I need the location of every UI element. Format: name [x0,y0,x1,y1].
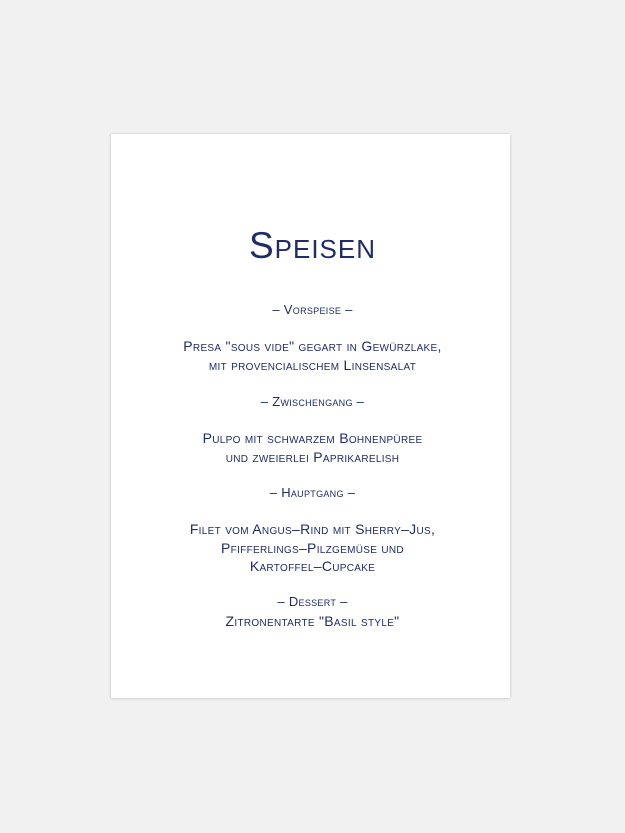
course-heading-dessert: – Dessert – [277,594,348,609]
starter-line-2: mit provencialischem Linsensalat [208,357,417,373]
course-heading-starter: – Vorspeise – [272,302,353,317]
main-line-2: Pfifferlings–Pilzgemüse und [221,540,404,556]
dessert-line-1: Zitronentarte "Basil style" [225,613,400,629]
main-line-1: Filet vom Angus–Rind mit Sherry–Jus, [189,521,436,537]
course-heading-main: – Hauptgang – [269,485,356,500]
intermediate-line-1: Pulpo mit schwarzem Bohnenpüree [202,430,423,446]
course-heading-intermediate: – Zwischengang – [260,394,365,409]
main-line-3: Kartoffel–Cupcake [249,558,376,574]
menu-title: Speisen [248,225,377,266]
starter-line-1: Presa "sous vide" gegart in Gewürzlake, [183,338,442,354]
intermediate-line-2: und zweierlei Paprikarelish [225,449,400,465]
